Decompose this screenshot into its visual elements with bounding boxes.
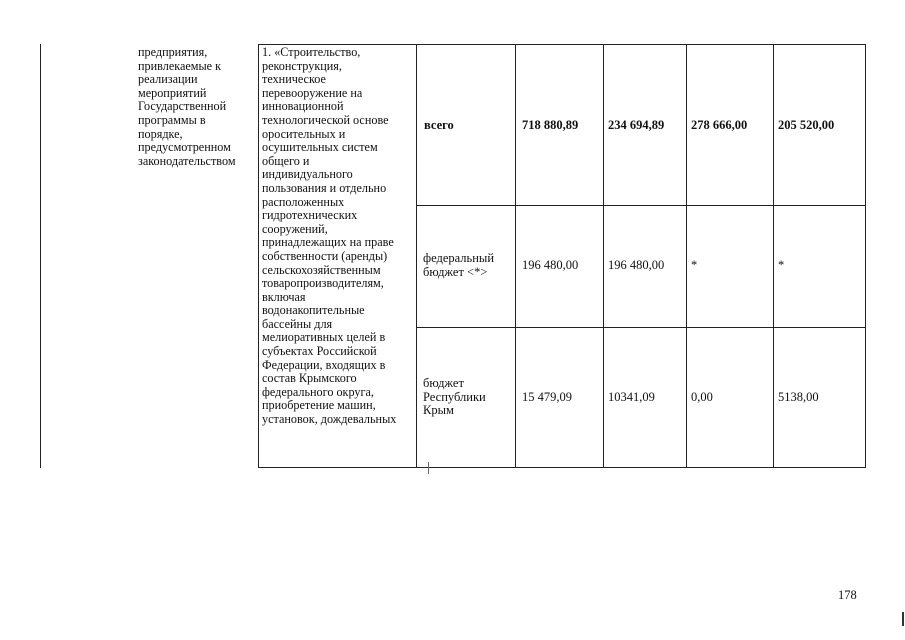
row-source-label: бюджет Республики Крым [423, 376, 486, 418]
scan-mark [902, 612, 904, 626]
participants-text: предприятия, привлекаемые к реализации мероприятий Государственной программы в порядке, предусмотренном законодательством [138, 45, 236, 168]
row-value-4: 205 520,00 [778, 118, 835, 132]
row-value-2: 234 694,89 [608, 118, 665, 132]
page-number: 178 [838, 588, 857, 602]
row-value-1: 718 880,89 [522, 118, 579, 132]
row-source-label: всего [424, 118, 454, 132]
measure-description: 1. «Строительство, реконструкция, техническое перевооружение на инновационной технологической основе оросительных и осушительных систем общего и индивидуального пользования и отдельно расположенных гидротехнических сооружений, принадлежащих на праве собственности (аренды) сельскохозяйственным товаропроизводителям, включая водонакопительные бассейны для мелиоративных целей в субъектах Российской Федерации, входящих в состав Крымского федерального округа, приобретение машин, установок, дождевальных [262, 45, 397, 427]
row-value-4: 5138,00 [778, 390, 819, 404]
row-value-3: 278 666,00 [691, 118, 748, 132]
row-value-2: 10341,09 [608, 390, 655, 404]
row-value-1: 196 480,00 [522, 258, 579, 272]
row-value-1: 15 479,09 [522, 390, 572, 404]
row-value-4: * [778, 258, 785, 272]
row-value-3: 0,00 [691, 390, 713, 404]
row-value-3: * [691, 258, 698, 272]
row-value-2: 196 480,00 [608, 258, 665, 272]
row-source-label: федеральный бюджет <*> [423, 251, 495, 279]
scan-mark [428, 462, 429, 474]
